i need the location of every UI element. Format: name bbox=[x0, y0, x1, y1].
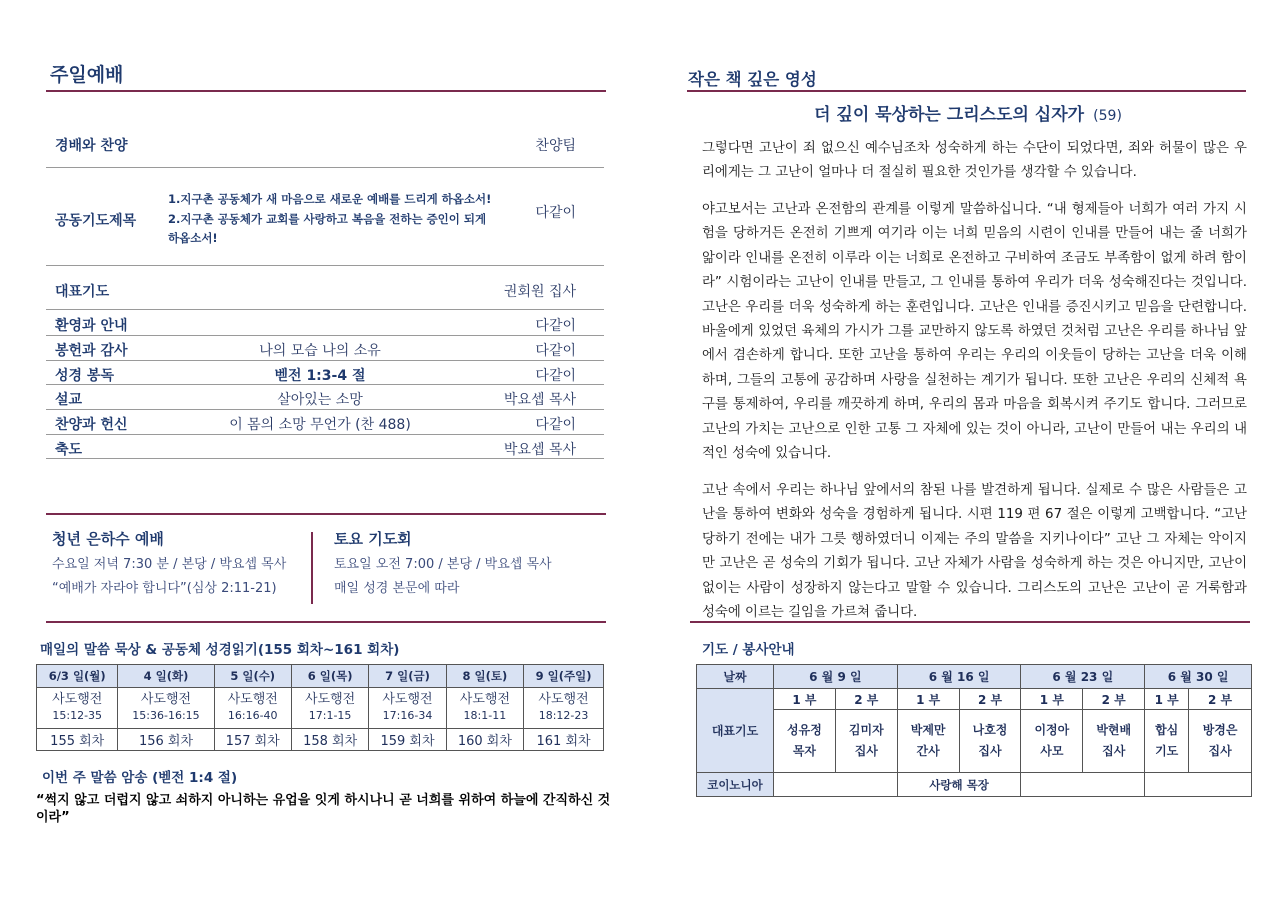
service-part: 2 부 bbox=[959, 689, 1021, 710]
memory-title: 이번 주 말씀 암송 (벧전 1:4 절) bbox=[42, 770, 238, 786]
order-mid-devotion: 이 몸의 소망 무언가 (찬 488) bbox=[229, 417, 411, 433]
rep-cell bbox=[1021, 710, 1083, 773]
row-divider bbox=[46, 360, 604, 361]
rep-cell bbox=[959, 710, 1021, 773]
order-label-devotion: 찬양과 헌신 bbox=[55, 417, 128, 433]
rep-name: 성유정 bbox=[787, 723, 822, 737]
reading-day: 6 일(목) bbox=[291, 665, 368, 688]
article-paragraph-1: 그렇다면 고난이 죄 없으신 예수님조차 성숙하게 하는 수단이 되었다면, 죄와 허물이 많은 우리에게는 그 고난이 얼마나 더 절실히 필요한 것인가를 생각할 수 있습니다. bbox=[702, 141, 1247, 181]
rep-title: 사모 bbox=[1040, 744, 1064, 758]
order-right-welcome: 다같이 bbox=[535, 318, 576, 334]
rep-title: 기도 bbox=[1155, 744, 1179, 758]
reading-ref: 16:16-40 bbox=[227, 709, 278, 722]
koinonia-cell bbox=[1145, 773, 1252, 797]
rep-title: 집사 bbox=[854, 744, 878, 758]
reading-count: 159 회차 bbox=[369, 729, 446, 751]
rep-cell bbox=[774, 710, 836, 773]
reading-day: 9 일(주일) bbox=[524, 665, 604, 688]
reading-book: 사도행전 bbox=[538, 692, 589, 707]
order-label-sermon: 설교 bbox=[55, 392, 83, 408]
order-label-praise: 경배와 찬양 bbox=[55, 138, 128, 154]
rep-prayer-label: 대표기도 bbox=[697, 689, 774, 773]
reading-book: 사도행전 bbox=[227, 692, 278, 707]
article-title-divider bbox=[687, 90, 1246, 92]
reading-book: 사도행전 bbox=[382, 692, 433, 707]
order-right-prayer-topics: 다같이 bbox=[535, 205, 576, 221]
order-right-devotion: 다같이 bbox=[535, 417, 576, 433]
rep-name: 나호정 bbox=[972, 723, 1008, 737]
koinonia-cell bbox=[1021, 773, 1145, 797]
reading-cell bbox=[369, 688, 446, 729]
reading-cell bbox=[291, 688, 368, 729]
order-right-benediction: 박요셉 목사 bbox=[503, 442, 576, 458]
worship-title: 주일예배 bbox=[50, 64, 124, 86]
reading-ref: 15:12-35 bbox=[52, 709, 103, 722]
order-label-rep-prayer: 대표기도 bbox=[55, 284, 110, 300]
prayer-topic-2: 2.지구촌 공동체가 교회를 사랑하고 복음을 전하는 증인이 되게 bbox=[168, 211, 487, 226]
rep-title: 집사 bbox=[1208, 744, 1232, 758]
service-part: 1 부 bbox=[897, 689, 959, 710]
rep-cell bbox=[1189, 710, 1252, 773]
koinonia-cell bbox=[774, 773, 898, 797]
youth-service bbox=[52, 528, 302, 601]
order-label-scripture: 성경 봉독 bbox=[55, 368, 114, 384]
reading-cell bbox=[37, 688, 118, 729]
rep-cell bbox=[897, 710, 959, 773]
reading-book: 사도행전 bbox=[140, 692, 192, 707]
reading-book: 사도행전 bbox=[304, 692, 356, 707]
services-vertical-divider bbox=[311, 532, 313, 604]
service-date: 6 월 16 일 bbox=[897, 665, 1021, 689]
prayer-service-title: 기도 / 봉사안내 bbox=[702, 642, 795, 658]
article-title bbox=[688, 100, 1248, 125]
reading-count: 161 회차 bbox=[524, 729, 604, 751]
saturday-line1: 토요일 오전 7:00 / 본당 / 박요셉 목사 bbox=[334, 557, 552, 572]
reading-count: 158 회차 bbox=[291, 729, 368, 751]
order-mid-sermon: 살아있는 소망 bbox=[277, 392, 363, 408]
article-heading: 더 깊이 묵상하는 그리스도의 십자가 bbox=[814, 105, 1085, 125]
reading-ref: 18:1-11 bbox=[463, 709, 507, 722]
rep-name: 박제만 bbox=[910, 723, 946, 737]
reading-day: 6/3 일(월) bbox=[37, 665, 118, 688]
reading-day: 8 일(토) bbox=[446, 665, 523, 688]
reading-cell bbox=[214, 688, 291, 729]
reading-ref: 18:12-23 bbox=[538, 709, 589, 722]
rep-name: 박현배 bbox=[1096, 723, 1132, 737]
services-top-divider bbox=[46, 513, 606, 515]
youth-title: 청년 은하수 예배 bbox=[52, 530, 164, 548]
rep-name: 방경은 bbox=[1202, 723, 1238, 737]
rep-title: 집사 bbox=[1102, 744, 1126, 758]
row-divider bbox=[46, 167, 604, 168]
reading-count: 157 회차 bbox=[214, 729, 291, 751]
reading-count: 156 회차 bbox=[118, 729, 214, 751]
prayer-section-divider bbox=[690, 621, 1250, 623]
services-bottom-divider bbox=[46, 621, 606, 623]
rep-cell bbox=[835, 710, 897, 773]
title-divider bbox=[46, 90, 606, 92]
order-label-prayer-topics: 공동기도제목 bbox=[55, 213, 137, 229]
reading-cell bbox=[524, 688, 604, 729]
order-label-welcome: 환영과 안내 bbox=[55, 318, 128, 334]
order-right-sermon: 박요셉 목사 bbox=[503, 392, 576, 408]
order-right-scripture: 다같이 bbox=[535, 368, 576, 384]
article-paragraph-3: 고난 속에서 우리는 하나님 앞에서의 참된 나를 발견하게 됩니다. 실제로 수 많은 사람들은 고난을 통하여 변화와 성숙을 경험하게 됩니다. 시편 119 편 67 절은 이렇게 고백합니다. “고난 당하기 전에는 내가 그릇 행하였더니 이제는 주의 말씀을 지키나이다” 고난 그 자체는 악이지만 고난은 곧 성숙의 기회가 됩니다. 고난 자체가 사람을 성숙하게 하는 것은 아니지만, 고난이 없이는 사람이 성장하지 않는다고 말할 수 있습니다. 그리스도의 고난은 고난이 곧 거룩함과 성숙에 이르는 길임을 가르쳐 줍니다. bbox=[702, 483, 1247, 621]
koinonia-cell: 사랑해 목장 bbox=[897, 773, 1021, 797]
reading-cell bbox=[118, 688, 214, 729]
rep-title: 목자 bbox=[792, 744, 817, 758]
row-divider bbox=[46, 384, 604, 385]
service-part: 2 부 bbox=[1083, 689, 1145, 710]
saturday-line2: 매일 성경 본문에 따라 bbox=[334, 581, 460, 596]
service-part: 1 부 bbox=[1021, 689, 1083, 710]
reading-table bbox=[36, 664, 604, 751]
reading-ref: 17:16-34 bbox=[382, 709, 433, 722]
reading-day: 4 일(화) bbox=[118, 665, 214, 688]
memory-verse: “썩지 않고 더럽지 않고 쇠하지 아니하는 유업을 잇게 하시나니 곧 너희를 위하여 하늘에 간직하신 것이라” bbox=[36, 793, 611, 825]
service-date: 6 월 23 일 bbox=[1021, 665, 1145, 689]
rep-name: 김미자 bbox=[848, 723, 884, 737]
order-label-benediction: 축도 bbox=[55, 442, 83, 458]
youth-line1: 수요일 저녁 7:30 분 / 본당 / 박요셉 목사 bbox=[52, 557, 287, 572]
row-divider bbox=[46, 434, 604, 435]
koinonia-label: 코이노니아 bbox=[697, 773, 774, 797]
rep-cell bbox=[1083, 710, 1145, 773]
rep-name: 합심 bbox=[1155, 723, 1179, 737]
prayer-topic-2-cont: 하옵소서! bbox=[168, 231, 218, 245]
rep-title: 간사 bbox=[916, 744, 940, 758]
row-divider bbox=[46, 458, 604, 459]
order-right-offering: 다같이 bbox=[535, 343, 576, 359]
reading-day: 5 일(수) bbox=[214, 665, 291, 688]
service-part: 1 부 bbox=[1145, 689, 1189, 710]
reading-book: 사도행전 bbox=[459, 692, 510, 707]
article-number: (59) bbox=[1093, 108, 1122, 124]
order-right-praise: 찬양팀 bbox=[535, 138, 576, 154]
order-mid-scripture: 벧전 1:3-4 절 bbox=[274, 368, 366, 384]
service-part: 2 부 bbox=[1189, 689, 1252, 710]
order-right-rep-prayer: 권회원 집사 bbox=[503, 284, 576, 300]
reading-ref: 17:1-15 bbox=[308, 709, 352, 722]
saturday-title: 토요 기도회 bbox=[334, 530, 412, 548]
service-date: 6 월 30 일 bbox=[1145, 665, 1252, 689]
service-date: 6 월 9 일 bbox=[774, 665, 898, 689]
reading-day: 7 일(금) bbox=[369, 665, 446, 688]
row-divider bbox=[46, 335, 604, 336]
order-mid-offering: 나의 모습 나의 소유 bbox=[259, 343, 381, 359]
reading-book: 사도행전 bbox=[52, 692, 103, 707]
row-divider bbox=[46, 309, 604, 310]
service-part: 2 부 bbox=[835, 689, 897, 710]
service-part: 1 부 bbox=[774, 689, 836, 710]
rep-title: 집사 bbox=[978, 744, 1002, 758]
prayer-topics bbox=[168, 190, 508, 249]
prayer-service-table bbox=[696, 664, 1252, 797]
rep-cell bbox=[1145, 710, 1189, 773]
article-paragraph-2: 야고보서는 고난과 온전함의 관계를 이렇게 말씀하십니다. “내 형제들아 너희가 여러 가지 시험을 당하거든 온전히 기쁘게 여기라 이는 너희 믿음의 시련이 인내를 만들어 내는 줄 너희가 앎이라 인내를 온전히 이루라 이는 너희로 온전하고 구비하여 조금도 부족함이 없게 하려 함이라” 시험이라는 고난이 인내를 만들고, 그 인내를 통하여 우리가 더욱 성숙해진다는 것입니다. 고난은 우리를 더욱 성숙하게 하는 훈련입니다. 고난은 인내를 증진시키고 믿음을 단련합니다. 바울에게 있었던 육체의 가시가 그를 교만하지 않도록 하였던 것처럼 고난은 우리를 하나님 앞에서 겸손하게 합니다. 또한 고난을 통하여 우리는 우리의 이웃들이 당하는 고난을 더욱 이해하며, 그들의 고통에 공감하며 사랑을 실천하는 계기가 됩니다. 또한 고난은 우리의 신체적 욕구를 통제하여, 우리를 깨끗하게 하며, 우리의 몸과 마음을 회복시켜 주기도 합니다. 그러므로 고난의 가치는 고난으로 인한 고통 그 자체에 있는 것이 아니라, 고난이 만들어 내는 우리의 내적인 성숙에 있습니다. bbox=[702, 202, 1247, 462]
date-label: 날짜 bbox=[697, 665, 774, 689]
order-label-offering: 봉헌과 감사 bbox=[55, 343, 128, 359]
reading-cell bbox=[446, 688, 523, 729]
youth-line2: “예배가 자라야 합니다”(심상 2:11-21) bbox=[52, 581, 277, 596]
prayer-topic-1: 1.지구촌 공동체가 새 마음으로 새로운 예배를 드리게 하옵소서! bbox=[168, 192, 492, 206]
rep-name: 이정아 bbox=[1034, 723, 1070, 737]
row-divider bbox=[46, 409, 604, 410]
reading-ref: 15:36-16:15 bbox=[132, 709, 200, 722]
saturday-service bbox=[334, 528, 594, 601]
reading-count: 155 회차 bbox=[37, 729, 118, 751]
reading-title: 매일의 말씀 묵상 & 공동체 성경읽기(155 회차~161 회차) bbox=[40, 642, 400, 658]
reading-count: 160 회차 bbox=[446, 729, 523, 751]
row-divider bbox=[46, 265, 604, 266]
article-section-title: 작은 책 깊은 영성 bbox=[688, 70, 817, 89]
